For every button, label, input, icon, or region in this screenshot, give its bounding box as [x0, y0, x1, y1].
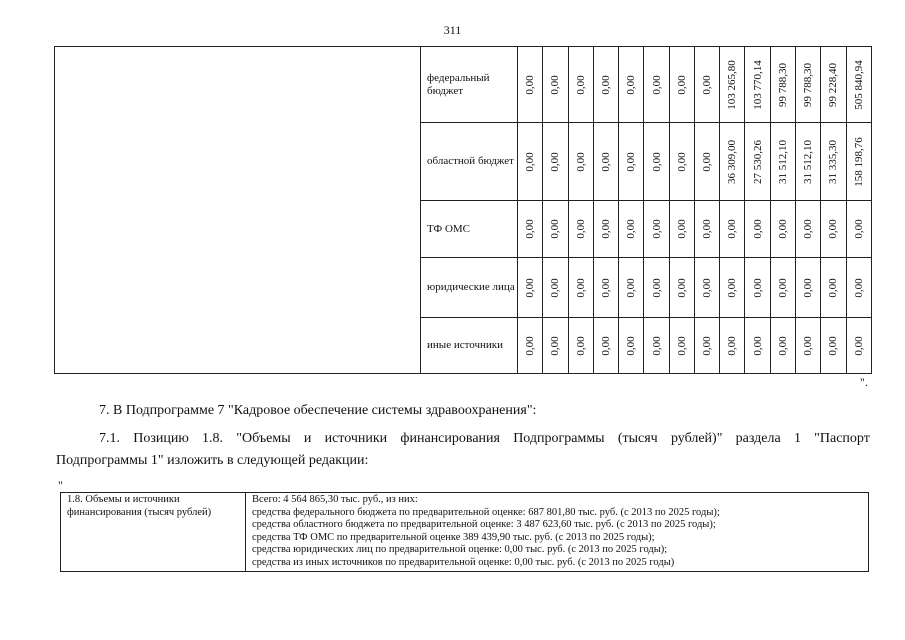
value-cell	[745, 201, 770, 258]
value-text: 0,00	[600, 219, 613, 239]
closing-quote: ".	[860, 375, 868, 389]
value-text: 0,00	[524, 219, 537, 239]
value-cell	[694, 47, 719, 123]
value-text: 0,00	[827, 277, 840, 298]
value-text: 0,00	[776, 219, 789, 239]
value-text: 0,00	[650, 219, 663, 239]
value-text: 0,00	[574, 151, 587, 172]
value-cell	[593, 258, 618, 318]
value-cell	[543, 47, 568, 123]
value-text: 0,00	[524, 74, 537, 95]
value-text: 0,00	[574, 219, 587, 239]
value-cell	[644, 201, 669, 258]
value-text: 0,00	[650, 151, 663, 172]
value-text: 103 770,14	[751, 59, 764, 110]
funding-source: иные источники	[421, 318, 518, 374]
passport-line: средства из иных источников по предварительной оценке: 0,00 тыс. руб. (с 2013 по 2025 годы)	[252, 556, 675, 568]
value-cell	[821, 258, 846, 318]
value-text: 0,00	[802, 277, 815, 298]
value-cell	[669, 47, 694, 123]
value-cell	[846, 201, 871, 258]
value-text: 0,00	[802, 219, 815, 239]
value-cell	[518, 318, 543, 374]
value-cell	[593, 123, 618, 201]
funding-source: ТФ ОМС	[421, 201, 518, 258]
blank-cell	[55, 47, 421, 374]
value-text: 31 512,10	[802, 139, 815, 184]
value-cell	[796, 258, 821, 318]
value-cell	[720, 201, 745, 258]
value-text: 0,00	[852, 219, 865, 239]
value-text: 0,00	[751, 277, 764, 298]
value-cell	[619, 318, 644, 374]
value-cell	[770, 318, 795, 374]
value-text: 0,00	[852, 335, 865, 356]
value-cell	[518, 258, 543, 318]
value-text: 0,00	[600, 277, 613, 298]
value-cell	[593, 318, 618, 374]
value-cell	[821, 201, 846, 258]
funding-source: областной бюджет	[421, 123, 518, 201]
value-cell	[821, 123, 846, 201]
passport-table	[60, 492, 869, 572]
value-cell	[568, 123, 593, 201]
page-number: 311	[443, 23, 462, 37]
value-cell	[694, 258, 719, 318]
value-text: 0,00	[625, 74, 638, 95]
value-text: 0,00	[751, 219, 764, 239]
value-text: 0,00	[574, 74, 587, 95]
word: раздела	[735, 431, 781, 446]
value-text: 0,00	[675, 335, 688, 356]
value-text: 0,00	[751, 335, 764, 356]
value-cell	[770, 123, 795, 201]
word: 1	[793, 431, 801, 446]
paragraph-7-1-line-1	[99, 428, 870, 449]
value-text: 36 309,00	[726, 139, 739, 184]
value-cell	[543, 123, 568, 201]
word: и	[303, 431, 312, 446]
value-text: 0,00	[600, 151, 613, 172]
value-cell	[720, 258, 745, 318]
value-text: 0,00	[650, 335, 663, 356]
value-text: 0,00	[650, 74, 663, 95]
opening-quote: "	[58, 478, 63, 492]
value-text: 0,00	[701, 151, 714, 172]
value-cell	[518, 201, 543, 258]
passport-line: средства федерального бюджета по предварительной оценке: 687 801,80 тыс. руб. (с 2013 по 2025 годы);	[252, 506, 720, 518]
value-cell	[593, 201, 618, 258]
value-cell	[745, 318, 770, 374]
word: рублей)"	[670, 431, 723, 446]
value-text: 505 840,94	[852, 59, 865, 110]
value-cell	[619, 47, 644, 123]
value-text: 99 788,30	[776, 62, 789, 107]
value-cell	[796, 318, 821, 374]
value-text: 0,00	[675, 151, 688, 172]
value-text: 0,00	[549, 335, 562, 356]
value-cell	[568, 201, 593, 258]
value-cell	[644, 258, 669, 318]
value-cell	[669, 123, 694, 201]
value-text: 0,00	[574, 335, 587, 356]
value-text: 0,00	[701, 277, 714, 298]
value-cell	[745, 258, 770, 318]
value-cell	[745, 123, 770, 201]
value-text: 103 265,80	[726, 59, 739, 110]
value-cell	[568, 258, 593, 318]
value-text: 31 335,30	[827, 139, 840, 184]
word: Позицию	[133, 431, 189, 446]
funding-source: юридические лица	[421, 258, 518, 318]
value-cell	[846, 123, 871, 201]
value-text: 0,00	[524, 335, 537, 356]
passport-line: средства областного бюджета по предварительной оценке: 3 487 623,60 тыс. руб. (с 2013 по 2025 годы);	[252, 519, 716, 530]
value-text: 0,00	[675, 74, 688, 95]
value-text: 0,00	[549, 74, 562, 95]
value-cell	[669, 201, 694, 258]
value-text: 0,00	[625, 219, 638, 239]
value-text: 0,00	[549, 219, 562, 239]
value-cell	[543, 201, 568, 258]
value-cell	[543, 258, 568, 318]
value-cell	[619, 201, 644, 258]
value-text: 0,00	[726, 219, 739, 239]
value-cell	[694, 318, 719, 374]
value-cell	[720, 47, 745, 123]
value-text: 99 228,40	[827, 62, 840, 107]
value-cell	[846, 318, 871, 374]
passport-line: средства юридических лиц по предварительной оценке: 0,00 тыс. руб. (с 2013 по 2025 годы);	[252, 544, 668, 555]
value-text: 0,00	[675, 219, 688, 239]
funding-table	[54, 46, 872, 374]
word: источники	[324, 431, 388, 446]
value-text: 99 788,30	[802, 62, 815, 107]
value-text: 0,00	[549, 277, 562, 298]
value-text: 0,00	[852, 277, 865, 298]
value-cell	[846, 47, 871, 123]
value-cell	[770, 258, 795, 318]
value-cell	[518, 123, 543, 201]
value-text: 0,00	[625, 277, 638, 298]
value-cell	[593, 47, 618, 123]
word: финансирования	[400, 431, 500, 446]
value-text: 0,00	[701, 219, 714, 239]
value-cell	[619, 123, 644, 201]
value-cell	[669, 258, 694, 318]
word: Подпрограммы	[513, 431, 605, 446]
value-text: 0,00	[600, 335, 613, 356]
value-text: 158 198,76	[852, 136, 865, 187]
value-cell	[821, 318, 846, 374]
value-cell	[644, 318, 669, 374]
value-cell	[518, 47, 543, 123]
value-text: 27 530,26	[751, 139, 764, 184]
value-cell	[821, 47, 846, 123]
value-text: 0,00	[701, 335, 714, 356]
value-cell	[694, 201, 719, 258]
value-text: 0,00	[827, 335, 840, 356]
value-text: 0,00	[574, 277, 587, 298]
passport-line: средства ТФ ОМС по предварительной оценке 389 439,90 тыс. руб. (с 2013 по 2025 годы);	[252, 531, 655, 543]
word: "Объемы	[236, 431, 291, 446]
value-cell	[770, 47, 795, 123]
value-cell	[644, 123, 669, 201]
value-cell	[619, 258, 644, 318]
passport-row	[61, 493, 869, 572]
value-cell	[644, 47, 669, 123]
value-text: 0,00	[776, 335, 789, 356]
value-text: 0,00	[524, 277, 537, 298]
passport-line: Всего: 4 564 865,30 тыс. руб., из них:	[252, 494, 418, 505]
value-cell	[720, 318, 745, 374]
value-cell	[846, 258, 871, 318]
value-text: 0,00	[802, 335, 815, 356]
word: "Паспорт	[814, 431, 870, 446]
value-text: 0,00	[726, 277, 739, 298]
value-text: 0,00	[549, 151, 562, 172]
value-cell	[796, 201, 821, 258]
word: 1.8.	[202, 431, 224, 446]
word: 7.1.	[99, 431, 120, 446]
value-text: 0,00	[701, 74, 714, 95]
value-text: 0,00	[827, 219, 840, 239]
passport-label: 1.8. Объемы и источники финансирования (тысяч рублей)	[61, 493, 246, 572]
value-text: 0,00	[776, 277, 789, 298]
value-cell	[568, 318, 593, 374]
funding-row	[55, 47, 872, 123]
paragraph-7: 7. В Подпрограмме 7 "Кадровое обеспечение системы здравоохранения":	[99, 403, 537, 418]
value-cell	[796, 123, 821, 201]
paragraph-7-1-line-2: Подпрограммы 1" изложить в следующей редакции:	[56, 453, 369, 468]
value-text: 0,00	[625, 335, 638, 356]
value-text: 0,00	[726, 335, 739, 356]
word: (тысяч	[617, 431, 658, 446]
value-cell	[796, 47, 821, 123]
value-text: 31 512,10	[776, 139, 789, 184]
value-cell	[543, 318, 568, 374]
value-text: 0,00	[625, 151, 638, 172]
value-cell	[669, 318, 694, 374]
value-cell	[694, 123, 719, 201]
value-text: 0,00	[650, 277, 663, 298]
value-text: 0,00	[600, 74, 613, 95]
value-text: 0,00	[675, 277, 688, 298]
value-cell	[568, 47, 593, 123]
value-cell	[720, 123, 745, 201]
value-text: 0,00	[524, 151, 537, 172]
funding-source: федеральный бюджет	[421, 47, 518, 123]
passport-content	[246, 493, 869, 572]
value-cell	[745, 47, 770, 123]
value-cell	[770, 201, 795, 258]
